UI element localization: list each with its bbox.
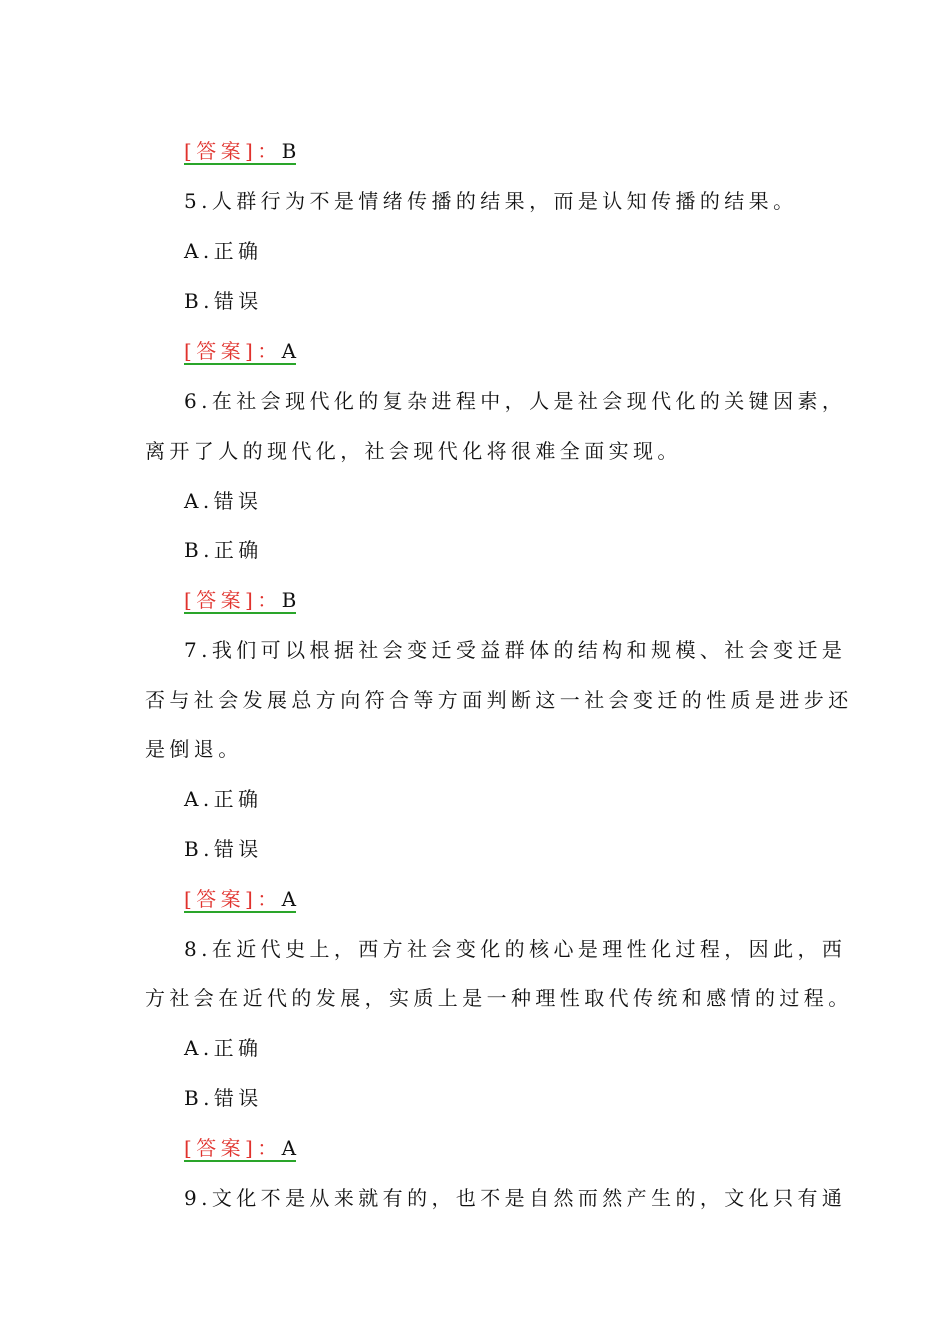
question-8-text-line-1: 8.在近代史上，西方社会变化的核心是理性化过程，因此，西 [184,937,847,961]
question-7-text-line-3: 是倒退。 [145,737,243,761]
answer-value: B [281,139,301,163]
answer-label: [答案]： [184,136,282,166]
question-8-option-b: B.错误 [184,1086,263,1110]
answer-value: B [281,588,301,612]
answer-line [184,1133,300,1163]
answer-value: A [281,887,301,911]
answer-line [184,136,301,166]
question-5-option-a: A.正确 [184,239,263,263]
question-7-option-b: B.错误 [184,837,263,861]
answer-value: A [281,1136,301,1160]
answer-label: [答案]： [184,585,282,615]
question-9-text-line-1: 9.文化不是从来就有的，也不是自然而然产生的，文化只有通 [184,1186,847,1210]
question-5-text: 5.人群行为不是情绪传播的结果，而是认知传播的结果。 [184,189,798,213]
question-6-option-b: B.正确 [184,538,263,562]
question-7-text-line-2: 否与社会发展总方向符合等方面判断这一社会变迁的性质是进步还 [145,688,853,712]
question-8-text-line-2: 方社会在近代的发展，实质上是一种理性取代传统和感情的过程。 [145,986,853,1010]
question-8-option-a: A.正确 [184,1036,263,1060]
answer-line [184,585,301,615]
answer-label: [答案]： [184,336,282,366]
answer-label: [答案]： [184,1133,282,1163]
answer-value: A [281,339,301,363]
answer-line [184,336,300,366]
question-6-text-line-1: 6.在社会现代化的复杂进程中，人是社会现代化的关键因素， [184,389,847,413]
question-6-option-a: A.错误 [184,489,263,513]
question-7-option-a: A.正确 [184,787,263,811]
question-5-option-b: B.错误 [184,289,263,313]
question-6-text-line-2: 离开了人的现代化，社会现代化将很难全面实现。 [145,439,682,463]
answer-label: [答案]： [184,884,282,914]
answer-line [184,884,300,914]
question-7-text-line-1: 7.我们可以根据社会变迁受益群体的结构和规模、社会变迁是 [184,638,847,662]
